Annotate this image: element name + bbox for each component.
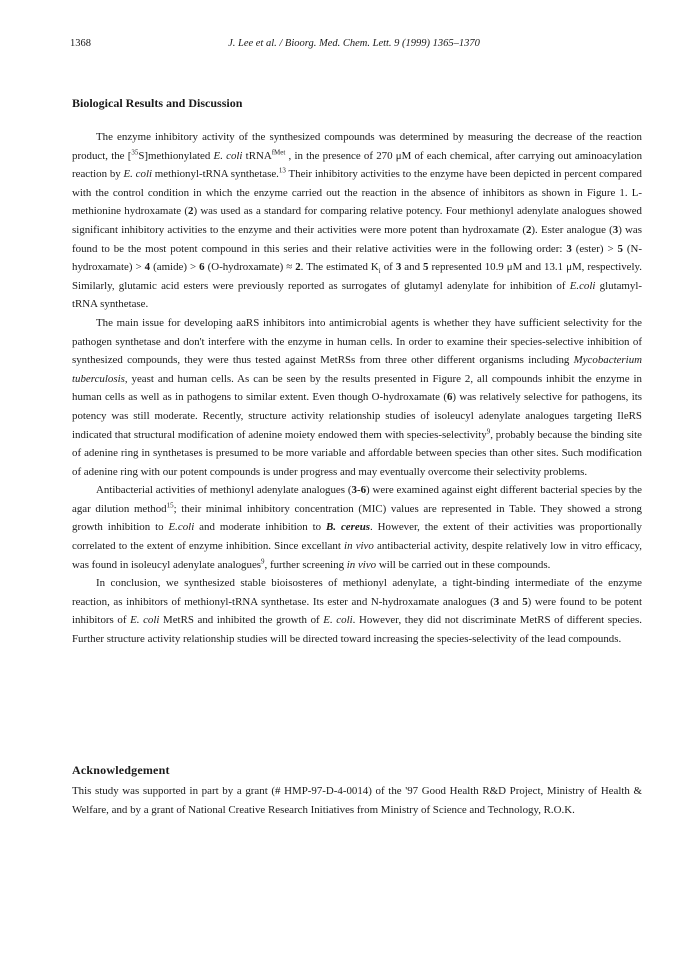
- acknowledgement-title: Acknowledgement: [72, 763, 170, 777]
- paragraph-conclusion: In conclusion, we synthesized stable bioisosteres of methionyl adenylate, a tight-binding intermediate of the enzyme reaction, as inhibitors of methionyl-tRNA synthetase. Its ester and N-hydroxamate analogues (3 and 5) were found to be potent inhibitors of E. coli MetRS and inhibited the growth of E. coli. However, they did not discriminate MetRS of different species. Further structure activity relationship studies will be directed toward increasing the species-selectivity of the lead compounds.: [72, 577, 643, 646]
- paragraph-antibacterial: Antibacterial activities of methionyl adenylate analogues (3-6) were examined against eight different bacterial species by the agar dilution method$^{15}$; their minimal inhibitory concentration (MIC) values are represented in Table. They showed a strong growth inhibition to E.coli and moderate inhibition to B. cereus. However, the extent of their activities was proportionally correlated to the extent of enzyme inhibition. Since excellant in vivo antibacterial activity, despite relatively low in vitro efficacy, was found in isoleucyl adenylate analogues$^9$, further screening in vivo will be carried out in these compounds.: [72, 484, 642, 571]
- acknowledgement-body: [72, 782, 642, 819]
- article-body: [72, 128, 642, 649]
- acknowledgement-text: This study was supported in part by a grant (# HMP-97-D-4-0014) of the '97 Good Health R&D Project, Ministry of Health & Welfare, and by a grant of National Creative Research Initiatives from Ministry of Science and Technology, R.O.K.: [72, 785, 642, 816]
- paragraph-species-selectivity: The main issue for developing aaRS inhibitors into antimicrobial agents is whether they have sufficient selectivity for the pathogen synthetase and don't interfere with the enzyme in human cells. In order to examine their species-selective inhibition of synthesized compounds, they were thus tested against MetRSs from three other different organisms including Mycobacterium tuberculosis, yeast and human cells. As can be seen by the results presented in Figure 2, all compounds inhibit the enzyme in human cells as well as in pathogens to similar extent. Even though O-hydroxamate (6) was relatively selective for pathogens, its potency was still moderate. Recently, structure activity relationship studies of isoleucyl adenylate analogues targeting IleRS indicated that structural modification of adenine moiety endowed them with species-selectivity$^9$, probably because the binding site of adenine ring in synthetases is presumed to be more variable and affordable between species than other sites. Such modification of adenine ring with our potent compounds is under progress and may eventually overcome their selectivity problems.: [72, 316, 642, 478]
- paragraph-enzyme-inhibition: The enzyme inhibitory activity of the synthesized compounds was determined by measuring the decrease of the reaction product, the [$^{35}$S]methionylated E. coli tRNA$^{fMet}$ , in the presence of 270 μM of each chemical, after carrying out aminoacylation reaction by E. coli methionyl-tRNA synthetase.$^{13}$ Their inhibitory activities to the enzyme have been depicted in percent compared with the control condition in which the enzyme carried out the reaction in the absence of inhibitors as shown in Figure 1. L-methionine hydroxamate (2) was used as a standard for comparing relative potency. Four methionyl adenylate analogues showed significant inhibitory activities to the enzyme and their activities were more potent than hydroxamate (2). Ester analogue (3) was found to be the most potent compound in this series and their relative activities were in the following order: 3 (ester) > 5 (N-hydroxamate) > 4 (amide) > 6 (O-hydroxamate) ≈ 2. The estimated $K_i$ of 3 and 5 represented 10.9 μM and 13.1 μM, respectively. Similarly, glutamic acid esters were previously reported as surrogates of glutamyl adenylate for inhibition of E.coli glutamyl-tRNA synthetase.: [72, 131, 643, 311]
- page-number: 1368: [70, 38, 91, 49]
- journal-citation: J. Lee et al. / Bioorg. Med. Chem. Lett. 9 (1999) 1365–1370: [228, 38, 480, 49]
- section-title: Biological Results and Discussion: [72, 96, 243, 110]
